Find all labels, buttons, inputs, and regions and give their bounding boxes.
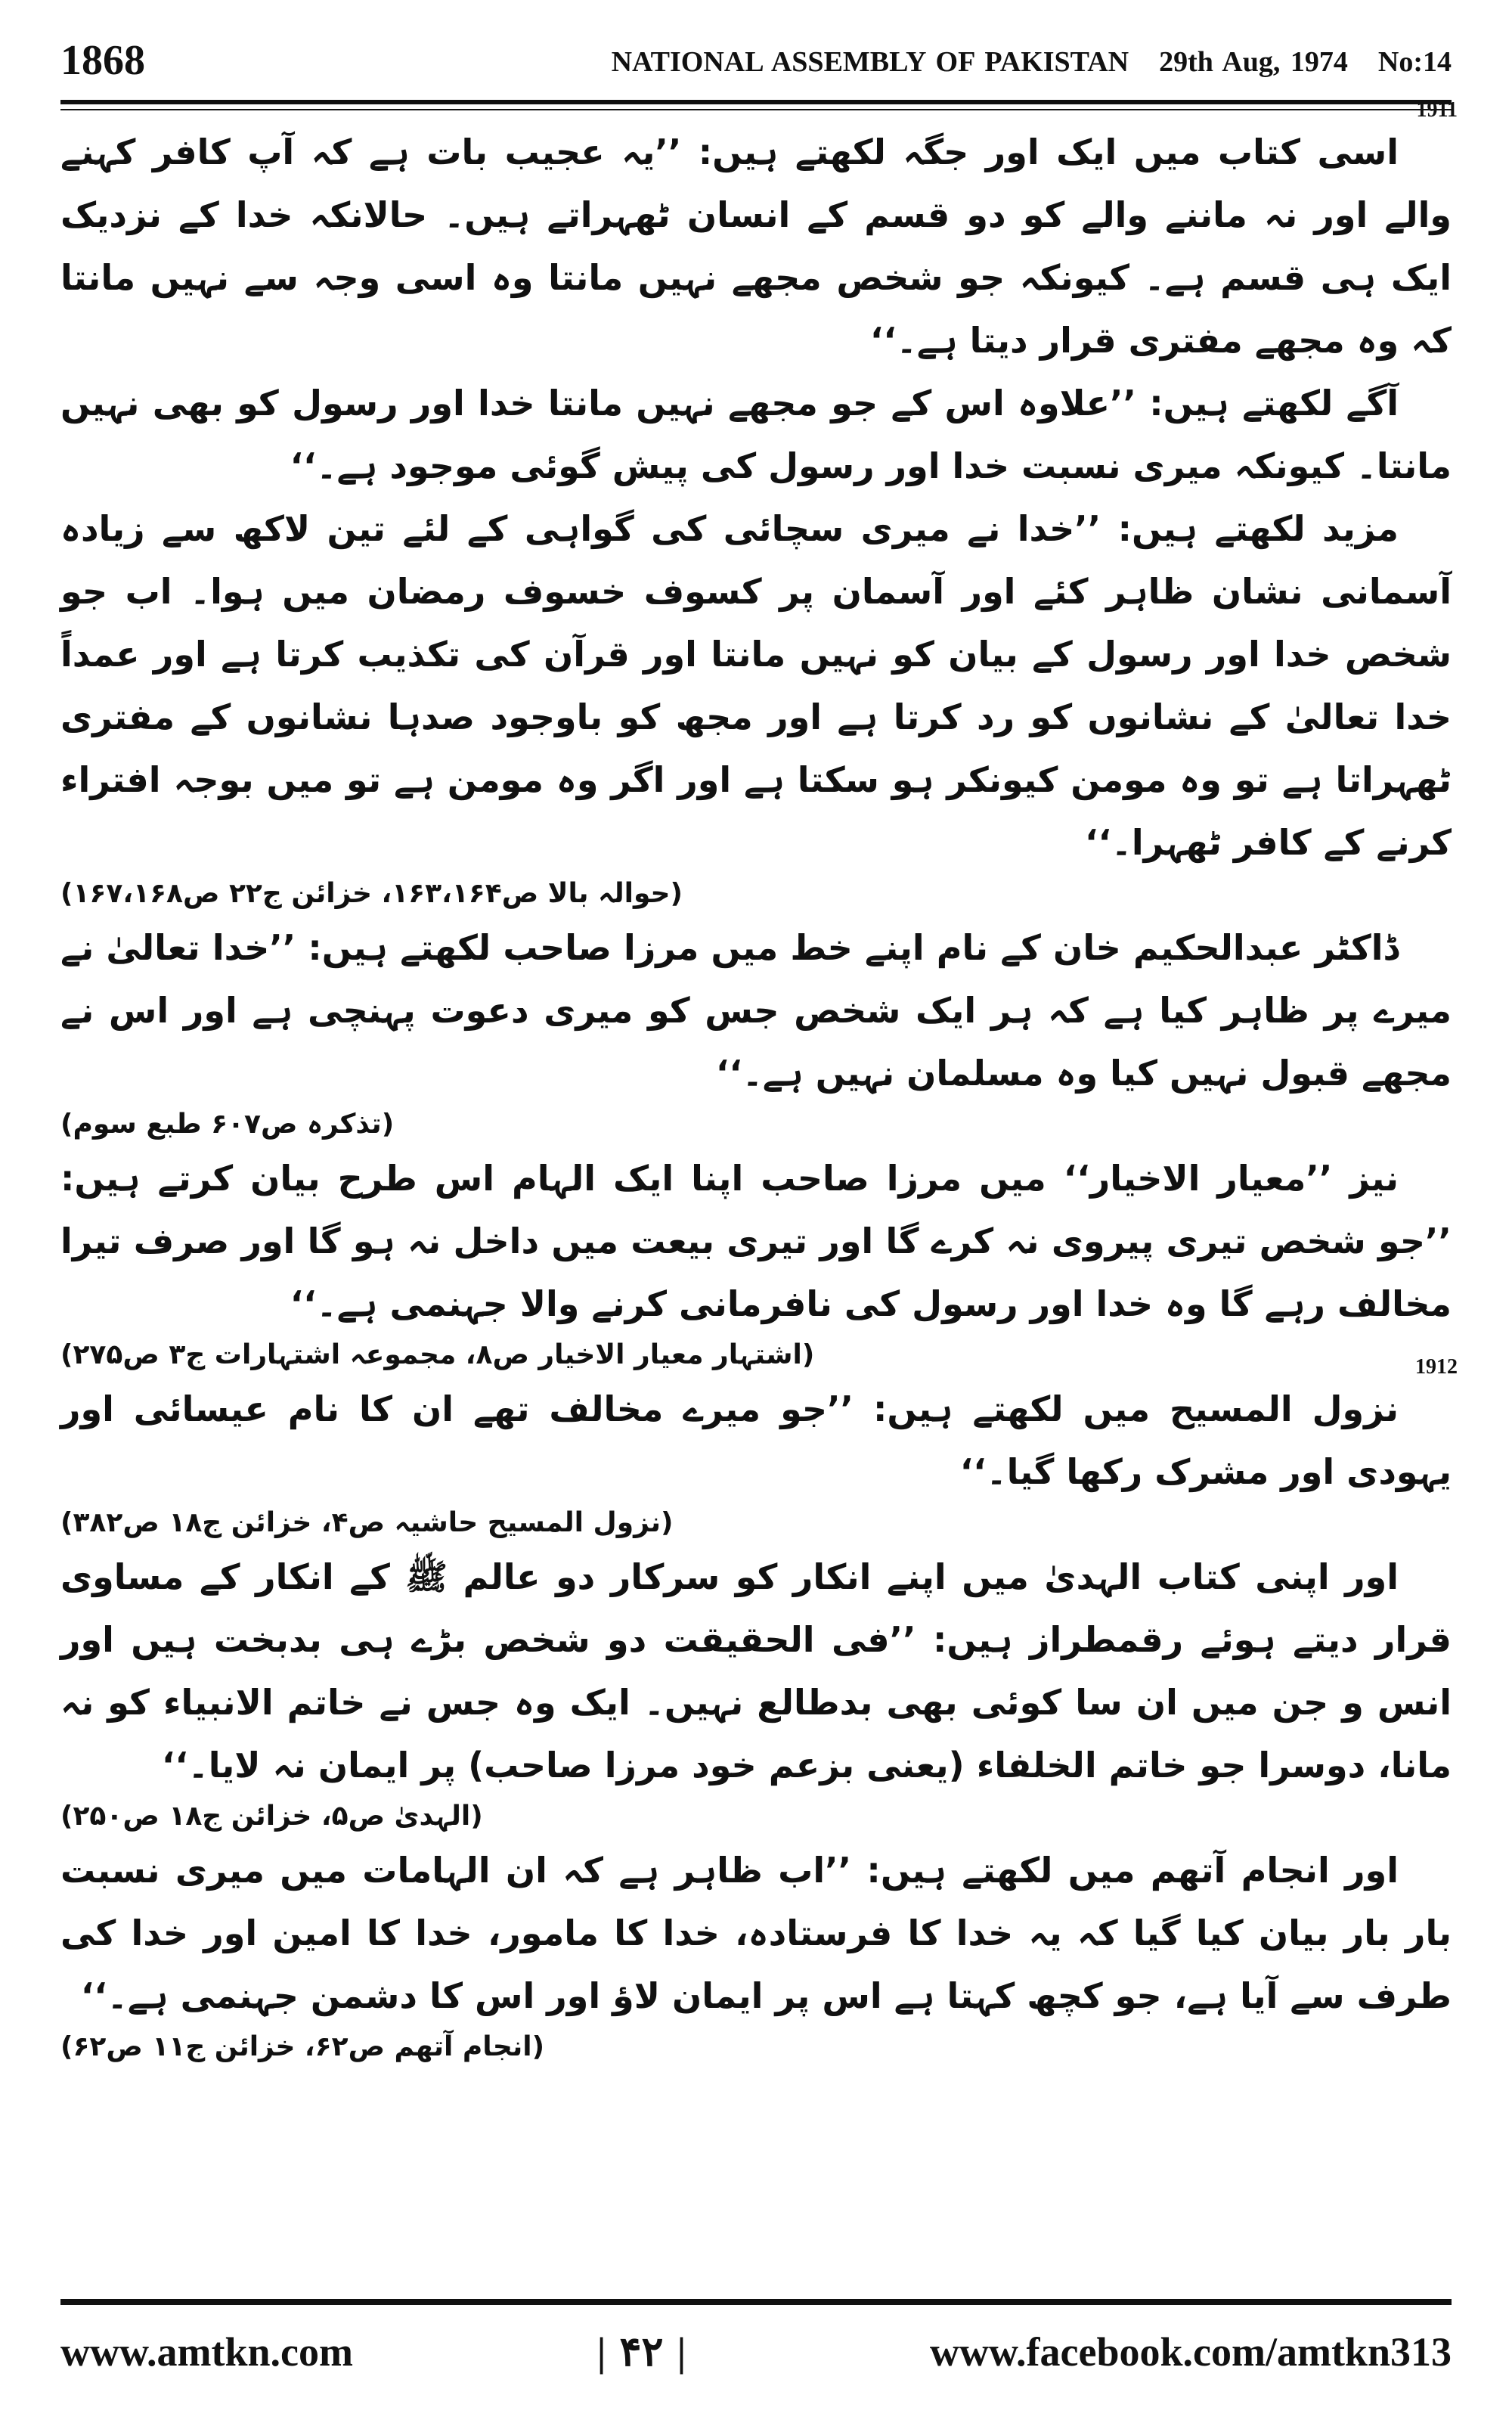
header-rule — [60, 100, 1452, 104]
paragraph-7 — [60, 1546, 1452, 1839]
footnote-marker: 1911 — [1416, 98, 1458, 122]
paragraph-text: آگے لکھتے ہیں: ’’علاوہ اس کے جو مجھے نہیں مانتا خدا اور رسول کو بھی نہیں مانتا۔ کیونکہ میری نسبت خدا اور رسول کی پیش گوئی موجود ہے۔‘‘ — [60, 383, 1452, 486]
paragraph-text: اور انجام آتھم میں لکھتے ہیں: ’’اب ظاہر ہے کہ ان الہامات میں میری نسبت بار بار بیان کیا گیا کہ یہ خدا کا فرستادہ، خدا کا مامور، خدا کا امین اور خدا کی طرف سے آیا ہے، جو کچھ کہتا ہے اس پر ایمان لاؤ اور اس کا دشمن جہنمی ہے۔‘‘ — [60, 1850, 1452, 2016]
page-header — [60, 30, 1452, 91]
footer-page-number: ۴۲ — [619, 2329, 664, 2375]
paragraph-8 — [60, 1839, 1452, 2070]
paragraph-text: اسی کتاب میں ایک اور جگہ لکھتے ہیں: ’’یہ عجیب بات ہے کہ آپ کافر کہنے والے اور نہ ماننے والے کو دو قسم کے انسان ٹھہراتے ہیں۔ حالانکہ خدا کے نزدیک ایک ہی قسم ہے۔ کیونکہ جو شخص مجھے نہیں مانتا وہ اسی وجہ سے نہیں مانتا کہ وہ مجھے مفتری قرار دیتا ہے۔‘‘ — [60, 132, 1452, 361]
paragraph-2 — [60, 372, 1452, 498]
citation: (حوالہ بالا ص۱۶۳،۱۶۴، خزائن ج۲۲ ص۱۶۷،۱۶۸) — [60, 878, 683, 909]
page-number: 1868 — [60, 37, 145, 84]
paragraph-1 — [60, 98, 1458, 372]
footer-website-link[interactable]: www.amtkn.com — [60, 2329, 353, 2375]
header-title-line — [581, 39, 1452, 85]
header-issue: No:14 — [1377, 46, 1452, 78]
footer-page-marker: | ۴۲ | — [596, 2329, 686, 2375]
publication-title: NATIONAL ASSEMBLY OF PAKISTAN — [611, 46, 1129, 78]
paragraph-text: ڈاکٹر عبدالحکیم خان کے نام اپنے خط میں مرزا صاحب لکھتے ہیں: ’’خدا تعالیٰ نے میرے پر ظاہر کیا ہے کہ ہر ایک شخص جس کو میری دعوت پہنچی ہے اور اس نے مجھے قبول نہیں کیا وہ مسلمان نہیں ہے۔‘‘ — [60, 927, 1452, 1094]
header-rule-thin — [60, 109, 1452, 110]
paragraph-5 — [60, 1147, 1452, 1378]
citation: (نزول المسیح حاشیہ ص۴، خزائن ج۱۸ ص۳۸۲) — [60, 1507, 674, 1538]
footer-rule — [60, 2299, 1452, 2305]
footnote-marker: 1912 — [1415, 1355, 1458, 1379]
paragraph-6 — [60, 1355, 1458, 1546]
citation: (انجام آتھم ص۶۲، خزائن ج۱۱ ص۶۲) — [60, 2031, 545, 2062]
page-footer — [60, 2322, 1452, 2382]
footer-facebook-link[interactable]: www.facebook.com/amtkn313 — [930, 2329, 1452, 2375]
citation: (اشتہار معیار الاخیار ص۸، مجموعہ اشتہارات ج۳ ص۲۷۵) — [60, 1339, 815, 1370]
header-date: 29th Aug, 1974 — [1159, 46, 1348, 78]
citation: (الہدیٰ ص۵، خزائن ج۱۸ ص۲۵۰) — [60, 1801, 483, 1832]
paragraph-text: مزید لکھتے ہیں: ’’خدا نے میری سچائی کی گواہی کے لئے تین لاکھ سے زیادہ آسمانی نشان ظاہر کئے اور آسمان پر کسوف خسوف رمضان میں ہوا۔ اب جو شخص خدا اور رسول کے بیان کو نہیں مانتا اور قرآن کی تکذیب کرتا ہے اور عمداً خدا تعالیٰ کے نشانوں کو رد کرتا ہے اور مجھ کو باوجود صدہا نشانوں کے مفتری ٹھہراتا ہے تو وہ مومن کیونکر ہو سکتا ہے اور اگر وہ مومن ہے تو میں بوجہ افتراء کرنے کے کافر ٹھہرا۔‘‘ — [60, 508, 1452, 863]
paragraph-3 — [60, 498, 1452, 917]
citation: (تذکرہ ص۶۰۷ طبع سوم) — [60, 1109, 395, 1140]
paragraph-4 — [60, 917, 1452, 1147]
paragraph-text: نزول المسیح میں لکھتے ہیں: ’’جو میرے مخالف تھے ان کا نام عیسائی اور یہودی اور مشرک رکھا گیا۔‘‘ — [60, 1388, 1452, 1492]
paragraph-text: اور اپنی کتاب الہدیٰ میں اپنے انکار کو سرکار دو عالم ﷺ کے انکار کے مساوی قرار دیتے ہوئے رقمطراز ہیں: ’’فی الحقیقت دو شخص بڑے ہی بدبخت ہیں اور انس و جن میں ان سا کوئی بھی بدطالع نہیں۔ ایک وہ جس نے خاتم الانبیاء کو نہ مانا، دوسرا جو خاتم الخلفاء (یعنی بزعم خود مرزا صاحب) پر ایمان نہ لایا۔‘‘ — [60, 1556, 1452, 1786]
document-body — [60, 98, 1458, 2261]
paragraph-text: نیز ’’معیار الاخیار‘‘ میں مرزا صاحب اپنا ایک الہام اس طرح بیان کرتے ہیں: ’’جو شخص تیری پیروی نہ کرے گا اور تیری بیعت میں داخل نہ ہو گا اور صرف تیرا مخالف رہے گا وہ خدا اور رسول کی نافرمانی کرنے والا جہنمی ہے۔‘‘ — [60, 1158, 1452, 1324]
